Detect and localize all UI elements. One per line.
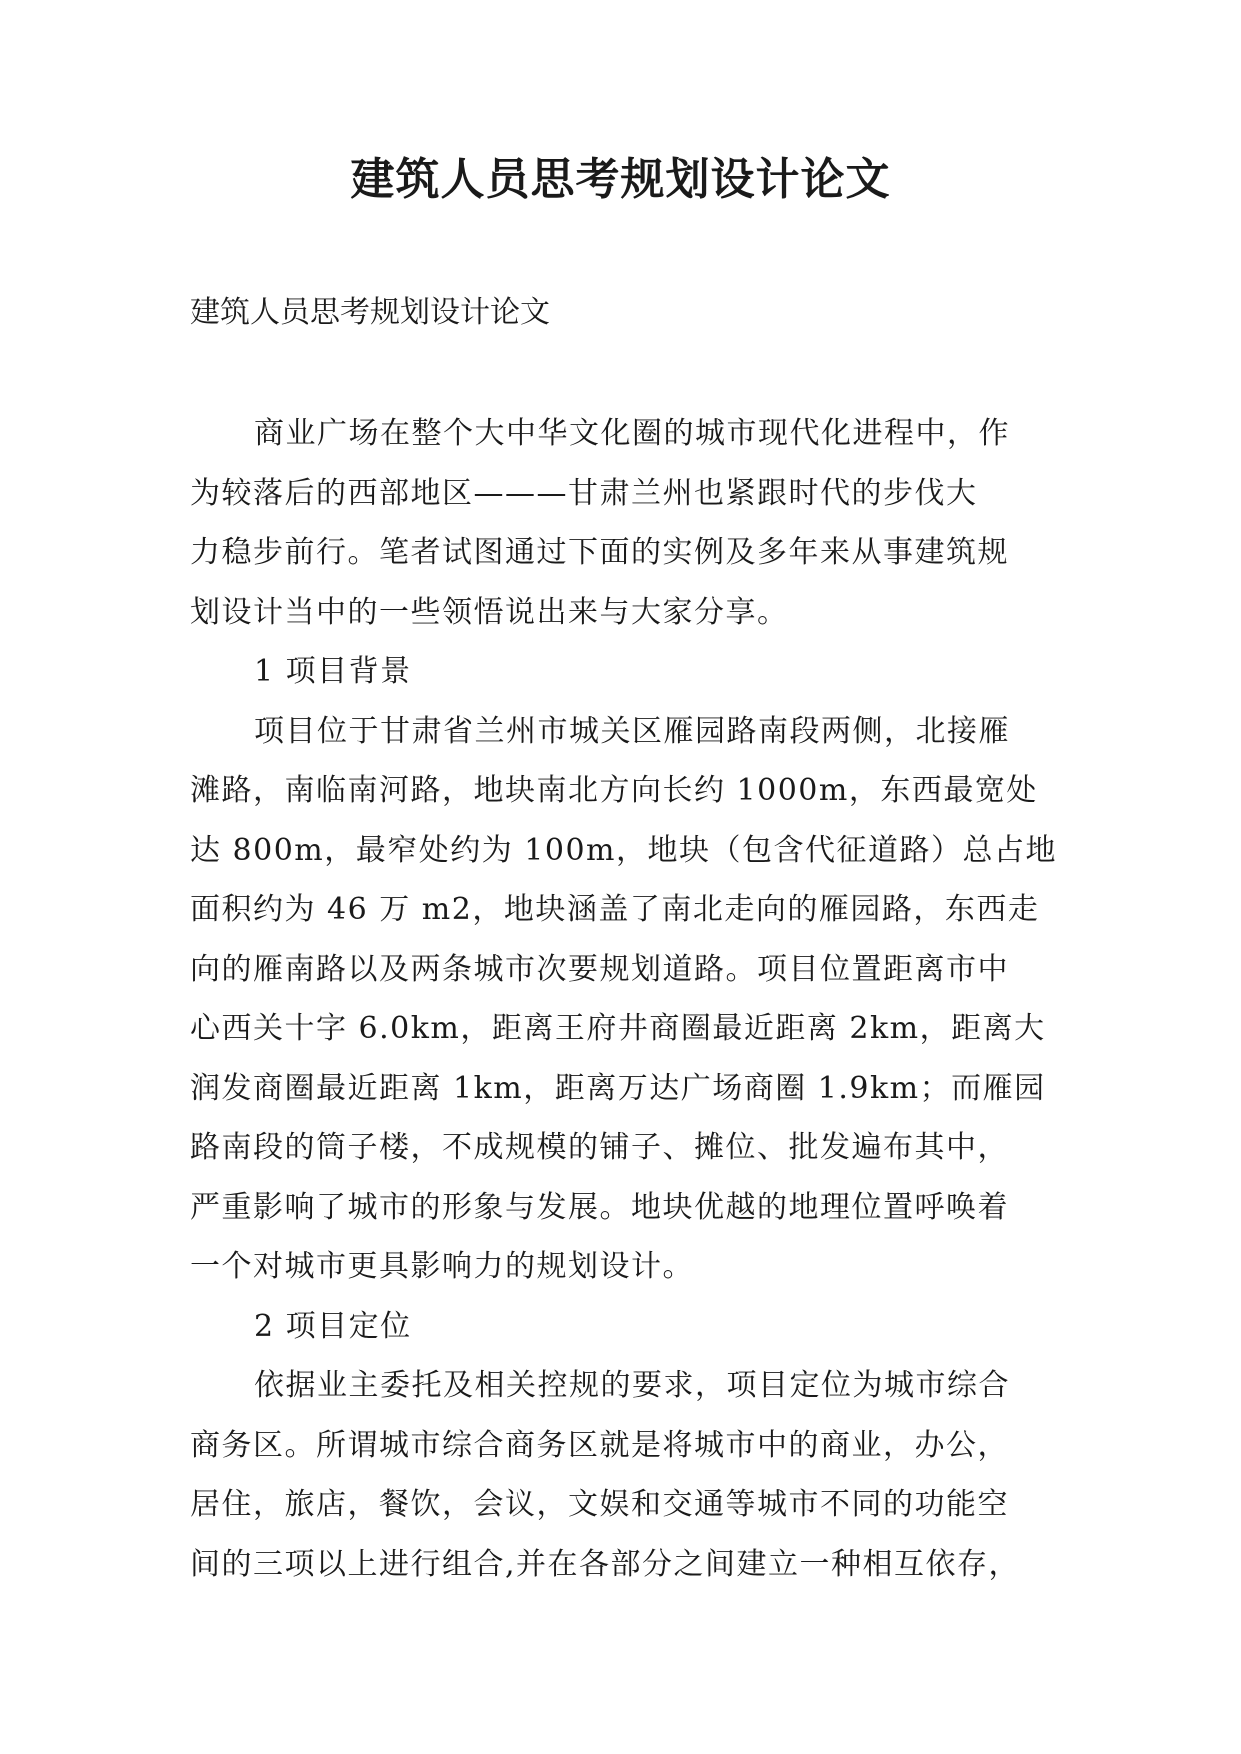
text-line: 滩路，南临南河路，地块南北方向长约 1000m，东西最宽处 [190, 773, 1038, 808]
paragraph-positioning [190, 1356, 1060, 1594]
section-heading: 2 项目定位 [254, 1308, 412, 1344]
text-line: 居住，旅店，餐饮，会议，文娱和交通等城市不同的功能空 [190, 1487, 1009, 1522]
paragraph-background [190, 702, 1060, 1297]
section-heading-positioning [190, 1297, 1060, 1357]
text-line: 划设计当中的一些领悟说出来与大家分享。 [190, 594, 789, 630]
text-line: 商务区。所谓城市综合商务区就是将城市中的商业，办公， [190, 1427, 1009, 1463]
text-line: 商业广场在整个大中华文化圈的城市现代化进程中，作 [254, 416, 1010, 451]
text-line: 向的雁南路以及两条城市次要规划道路。项目位置距离市中 [190, 951, 1009, 987]
text-line: 路南段的筒子楼，不成规模的铺子、摊位、批发遍布其中， [190, 1130, 1009, 1165]
section-heading: 1 项目背景 [254, 654, 412, 689]
text-line: 面积约为 46 万 m2，地块涵盖了南北走向的雁园路，东西走 [190, 892, 1040, 927]
paragraph-intro [190, 404, 1060, 642]
text-line: 心西关十字 6.0km，距离王府井商圈最近距离 2km，距离大 [190, 1011, 1046, 1046]
document-subtitle: 建筑人员思考规划设计论文 [190, 295, 550, 330]
text-line: 依据业主委托及相关控规的要求，项目定位为城市综合 [254, 1368, 1010, 1403]
text-line: 润发商圈最近距离 1km，距离万达广场商圈 1.9km；而雁园 [190, 1070, 1046, 1106]
section-heading-background [190, 642, 1060, 702]
document-body [190, 404, 1060, 1594]
text-line: 严重影响了城市的形象与发展。地块优越的地理位置呼唤着 [190, 1189, 1009, 1225]
text-line: 间的三项以上进行组合,并在各部分之间建立一种相互依存， [190, 1546, 1021, 1582]
document-title: 建筑人员思考规划设计论文 [350, 154, 891, 205]
text-line: 项目位于甘肃省兰州市城关区雁园路南段两侧，北接雁 [254, 713, 1010, 749]
text-line: 力稳步前行。笔者试图通过下面的实例及多年来从事建筑规 [190, 535, 1009, 570]
text-line: 一个对城市更具影响力的规划设计。 [190, 1249, 694, 1284]
text-line: 达 800m，最窄处约为 100m，地块（包含代征道路）总占地 [190, 832, 1057, 868]
text-line: 为较落后的西部地区———甘肃兰州也紧跟时代的步伐大 [190, 475, 978, 511]
